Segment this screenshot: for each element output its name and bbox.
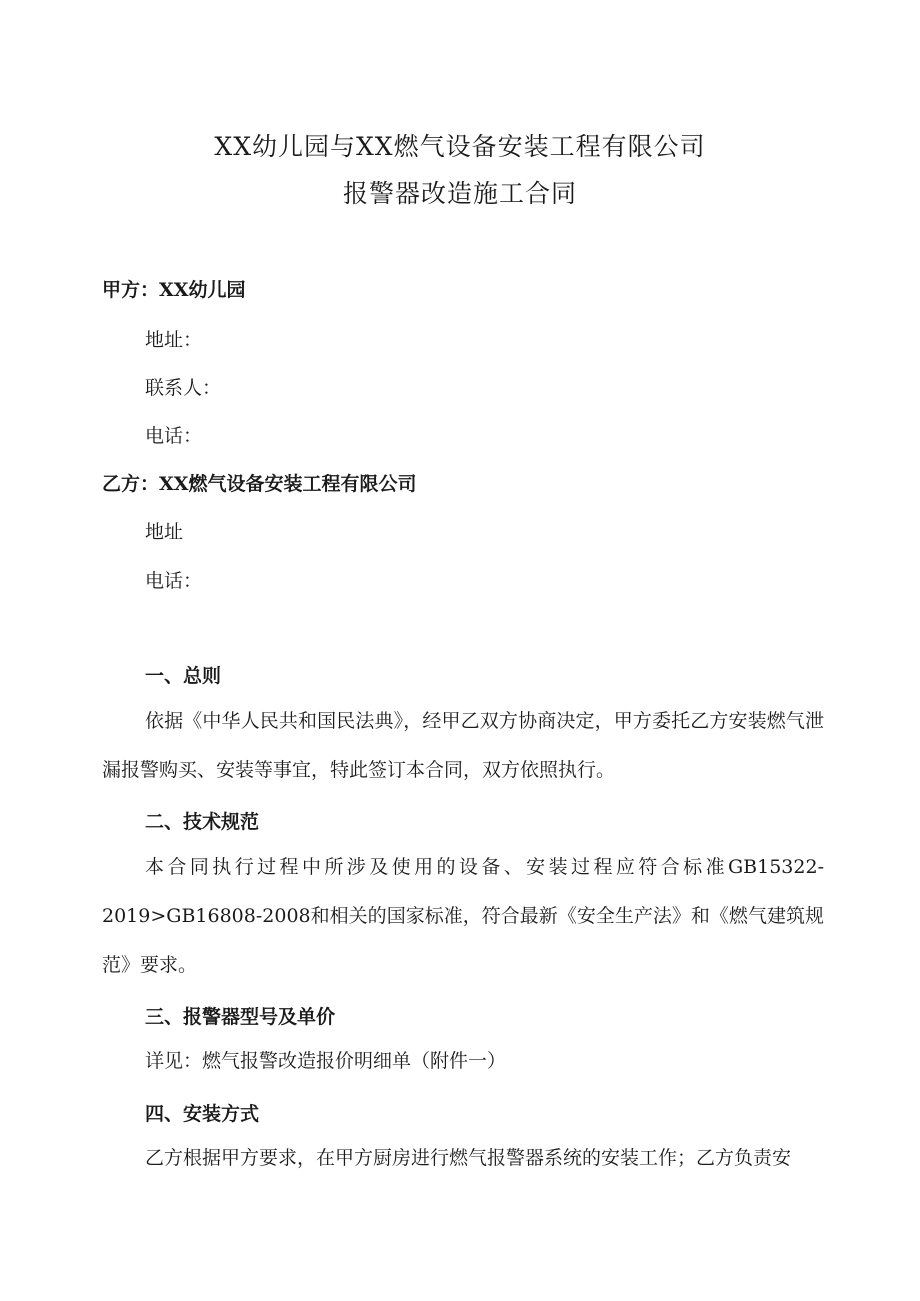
section-heading-model-price: 三、报警器型号及单价: [145, 1006, 336, 1028]
section-body-model-price: 详见：燃气报警改造报价明细单（附件一）: [145, 1050, 507, 1072]
party-b-label: 乙方：XX燃气设备安装工程有限公司: [102, 473, 417, 495]
party-b-address: 地址: [145, 521, 184, 543]
section-heading-installation: 四、安装方式: [145, 1103, 260, 1125]
section-body-general: 依据《中华人民共和国民法典》，经甲乙双方协商决定，甲方委托乙方安装燃气泄漏报警购买、安装等事宜，特此签订本合同，双方依照执行。: [102, 710, 824, 781]
section-body-installation: 乙方根据甲方要求，在甲方厨房进行燃气报警器系统的安装工作；乙方负责安: [145, 1147, 792, 1169]
contract-title-line-1: XX幼儿园与XX燃气设备安装工程有限公司: [214, 132, 706, 161]
section-body-technical-spec: 本合同执行过程中所涉及使用的设备、安装过程应符合标准GB15322-2019>GB16808-2008和相关的国家标准，符合最新《安全生产法》和《燃气建筑规范》要求。: [102, 856, 824, 976]
section-heading-technical-spec: 二、技术规范: [145, 811, 260, 833]
section-heading-general: 一、总则: [145, 665, 222, 687]
party-a-contact: 联系人：: [145, 377, 222, 399]
party-a-address: 地址：: [145, 329, 203, 351]
party-a-phone: 电话：: [145, 425, 203, 447]
party-b-phone: 电话：: [145, 570, 203, 592]
party-a-label: 甲方：XX幼儿园: [102, 279, 246, 301]
contract-title-line-2: 报警器改造施工合同: [342, 179, 577, 208]
